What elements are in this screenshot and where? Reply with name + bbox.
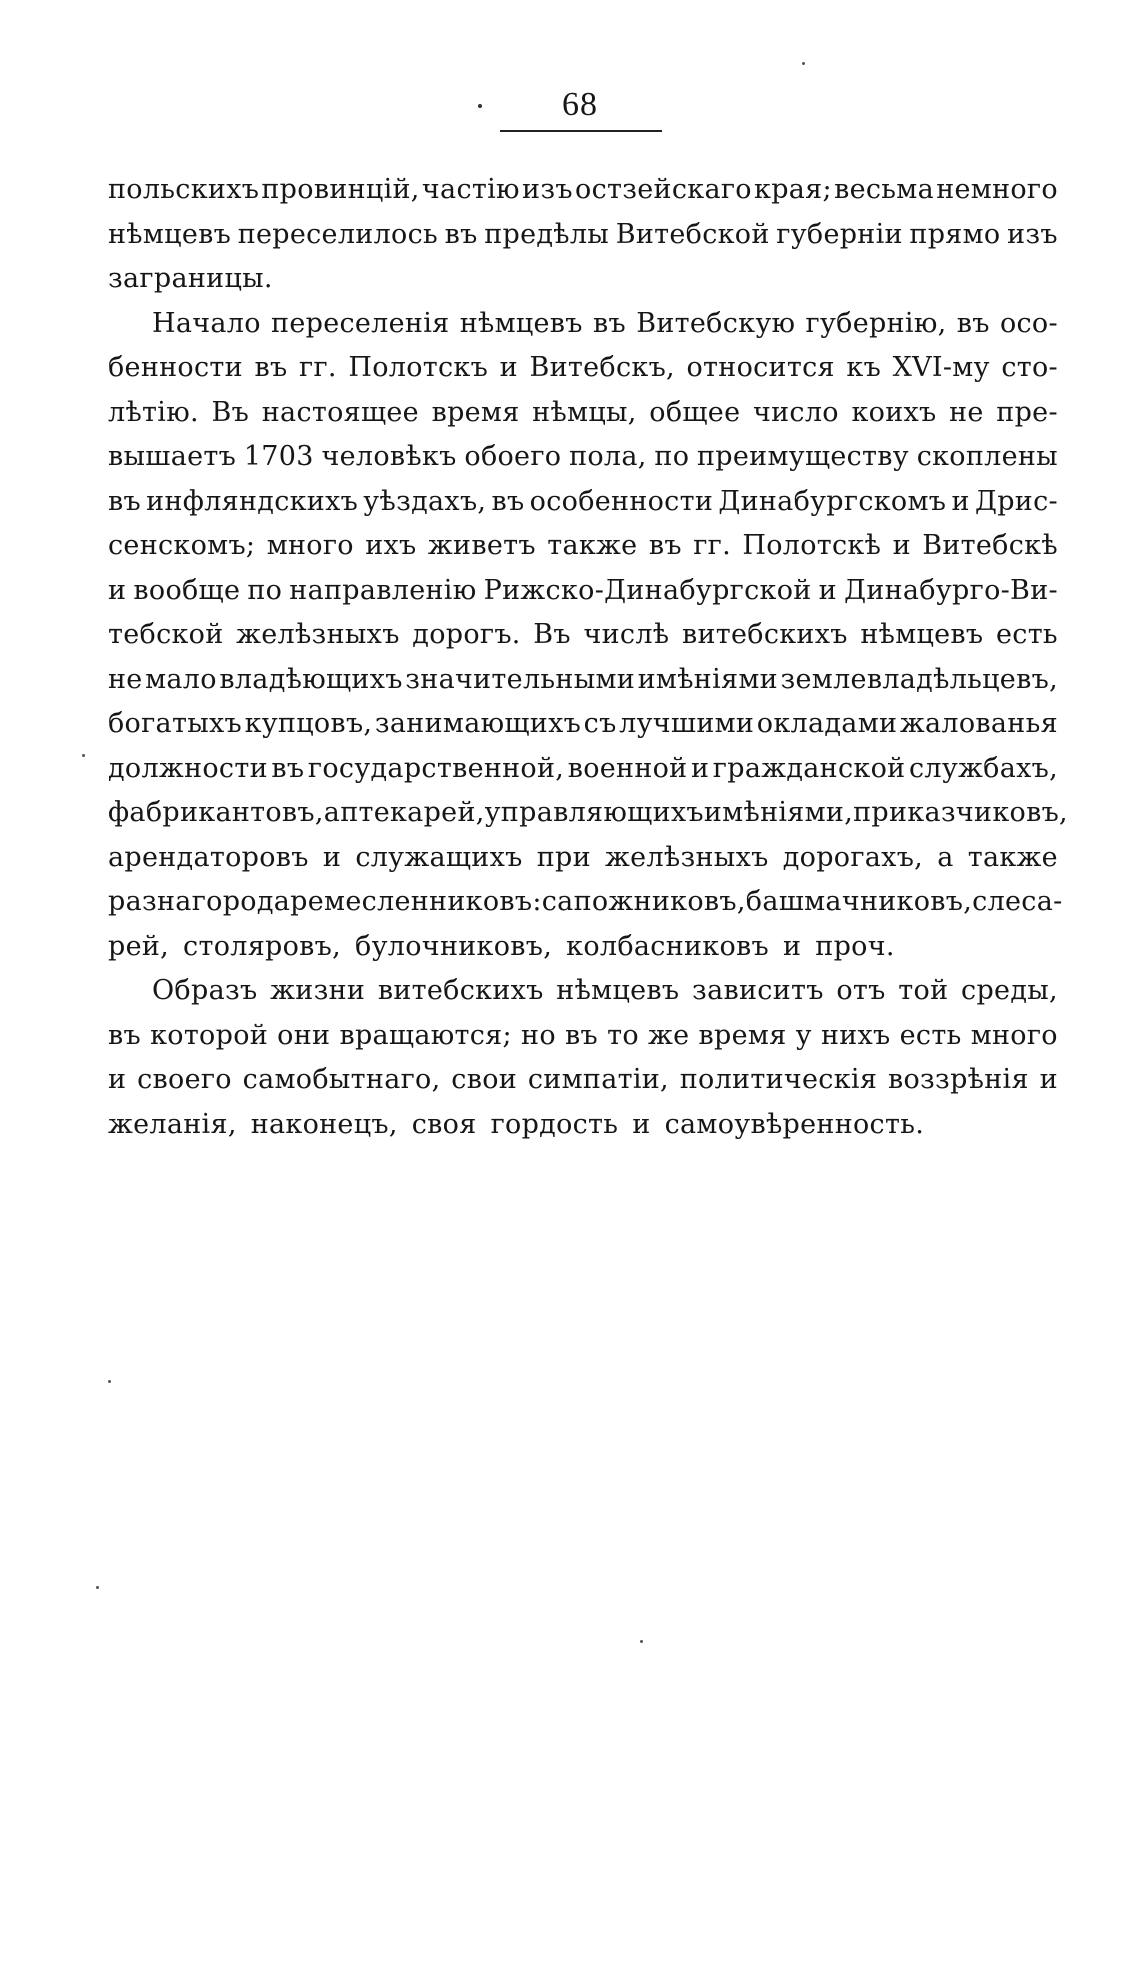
stray-mark xyxy=(640,1640,643,1643)
paragraph xyxy=(108,302,1068,970)
text-line: вышаетъ 1703 человѣкъ обоего пола, по преимуществу скоплены xyxy=(108,441,1058,472)
paragraph xyxy=(108,969,1058,1147)
page-number: 68 xyxy=(562,86,598,123)
text-line: фабрикантовъ, аптекарей, управляющихъ имѣніями, приказчиковъ, xyxy=(108,797,1068,828)
text-line: бенности въ гг. Полотскъ и Витебскъ, относится къ XVI-му сто- xyxy=(108,352,1058,383)
text-line: богатыхъ купцовъ, занимающихъ съ лучшими окладами жалованья xyxy=(108,708,1058,739)
text-line: сенскомъ; много ихъ живетъ также въ гг. Полотскѣ и Витебскѣ xyxy=(108,530,1058,561)
text-line: нѣмцевъ переселилось въ предѣлы Витебской губерніи прямо изъ xyxy=(108,218,1058,250)
text-line: и вообще по направленію Рижско-Динабургской и Динабурго-Ви- xyxy=(108,574,1058,606)
text-line: Начало переселенія нѣмцевъ въ Витебскую губернію, въ осо- xyxy=(152,307,1058,339)
text-line: въ инфляндскихъ уѣздахъ, въ особенности Динабургскомъ и Дрис- xyxy=(108,485,1058,517)
text-line: польскихъ провинцій, частію изъ остзейскаго края; весьма немного xyxy=(108,174,1058,205)
text-line: не мало владѣющихъ значительными имѣніями землевладѣльцевъ, xyxy=(108,663,1058,695)
header-rule xyxy=(500,130,662,132)
page-header xyxy=(500,88,660,122)
stray-mark xyxy=(108,1380,111,1383)
text-line: арендаторовъ и служащихъ при желѣзныхъ дорогахъ, а также xyxy=(108,841,1058,873)
stray-mark xyxy=(96,1586,99,1589)
text-line: и своего самобытнаго, свои симпатіи, политическія воззрѣнія и xyxy=(108,1064,1058,1095)
stray-mark xyxy=(802,62,805,65)
text-line: заграницы. xyxy=(108,263,273,294)
text-line: желанія, наконецъ, своя гордость и самоувѣренность. xyxy=(108,1108,925,1140)
header-dot xyxy=(478,104,482,108)
text-line: тебской желѣзныхъ дорогъ. Въ числѣ витебскихъ нѣмцевъ есть xyxy=(108,619,1058,650)
text-line: рей, столяровъ, булочниковъ, колбасниковъ и проч. xyxy=(108,930,895,962)
text-line: разнаго рода ремесленниковъ: сапожниковъ, башмачниковъ, слеса- xyxy=(108,886,1063,917)
stray-mark xyxy=(82,754,85,757)
text-line: Образъ жизни витебскихъ нѣмцевъ зависитъ отъ той среды, xyxy=(152,975,1058,1006)
body-text xyxy=(108,168,1068,1147)
text-line: лѣтію. Въ настоящее время нѣмцы, общее число коихъ не пре- xyxy=(108,396,1058,428)
paragraph xyxy=(108,168,1058,302)
text-line: должности въ государственной, военной и гражданской службахъ, xyxy=(108,752,1058,784)
text-line: въ которой они вращаются; но въ то же время у нихъ есть много xyxy=(108,1019,1058,1051)
